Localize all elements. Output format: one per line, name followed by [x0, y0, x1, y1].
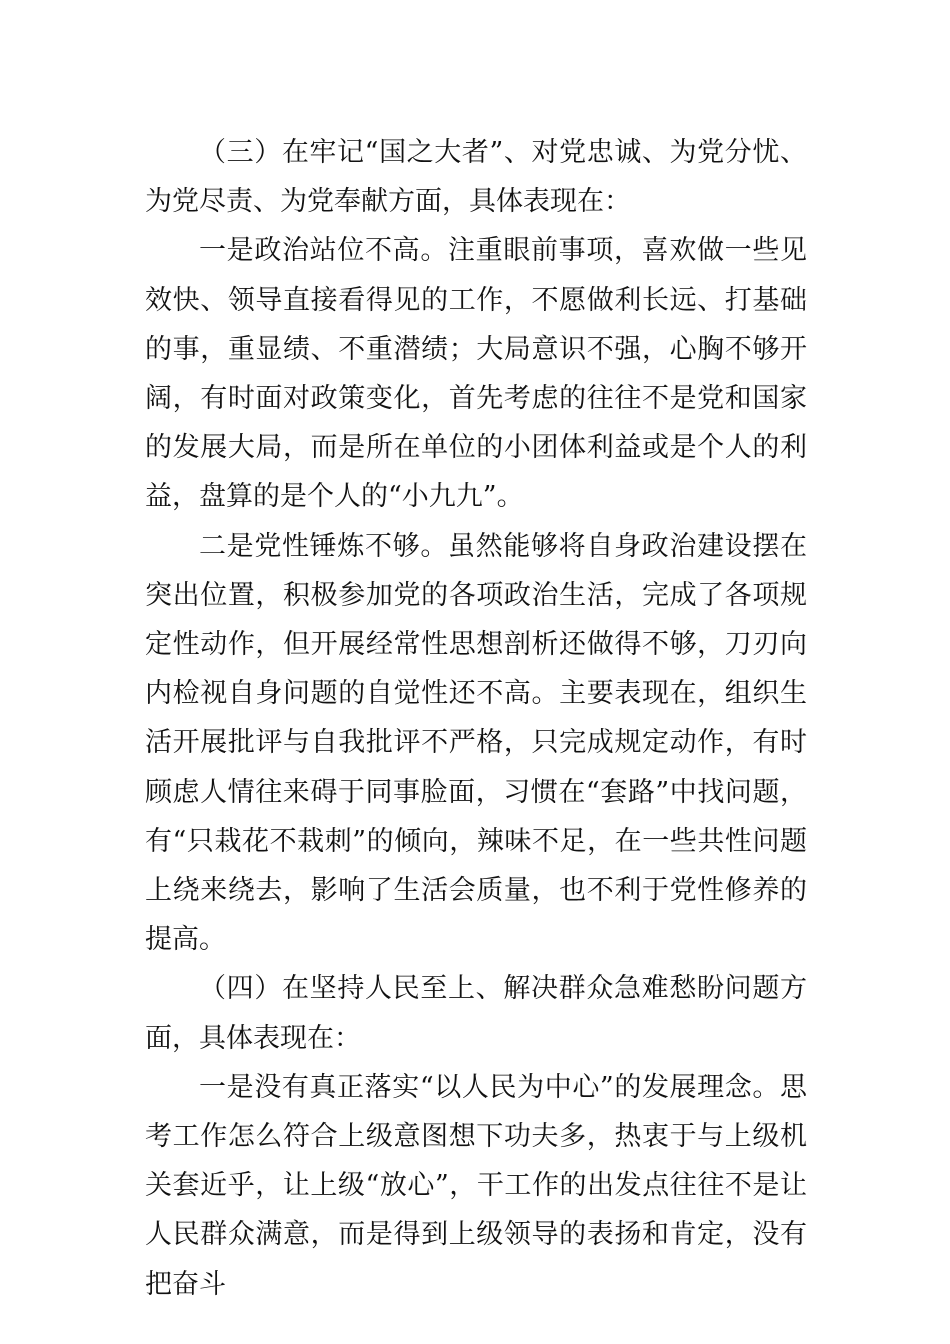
paragraph-people-centered: 一是没有真正落实“以人民为中心”的发展理念。思考工作怎么符合上级意图想下功夫多，热衷于与上级机关套近乎，让上级“放心”，干工作的出发点往往不是让人民群众满意，而是得到上级领导的表扬和肯定，没有把奋斗 — [145, 1071, 807, 1300]
section-heading-four: （四）在坚持人民至上、解决群众急难愁盼问题方面，具体表现在： — [145, 973, 807, 1054]
section-heading-three: （三）在牢记“国之大者”、对党忠诚、为党分忧、为党尽责、为党奉献方面，具体表现在： — [145, 137, 807, 218]
document-body — [145, 128, 807, 1309]
paragraph-party-spirit: 二是党性锤炼不够。虽然能够将自身政治建设摆在突出位置，积极参加党的各项政治生活，完成了各项规定性动作，但开展经常性思想剖析还做得不够，刀刃向内检视自身问题的自觉性还不高。主要表现在，组织生活开展批评与自我批评不严格，只完成规定动作，有时顾虑人情往来碍于同事脸面，习惯在“套路”中找问题，有“只栽花不栽刺”的倾向，辣味不足，在一些共性问题上绕来绕去，影响了生活会质量，也不利于党性修养的提高。 — [145, 530, 807, 956]
paragraph-political-stance: 一是政治站位不高。注重眼前事项，喜欢做一些见效快、领导直接看得见的工作，不愿做利长远、打基础的事，重显绩、不重潜绩；大局意识不强，心胸不够开阔，有时面对政策变化，首先考虑的往往不是党和国家的发展大局，而是所在单位的小团体利益或是个人的利益，盘算的是个人的“小九九”。 — [145, 235, 807, 513]
